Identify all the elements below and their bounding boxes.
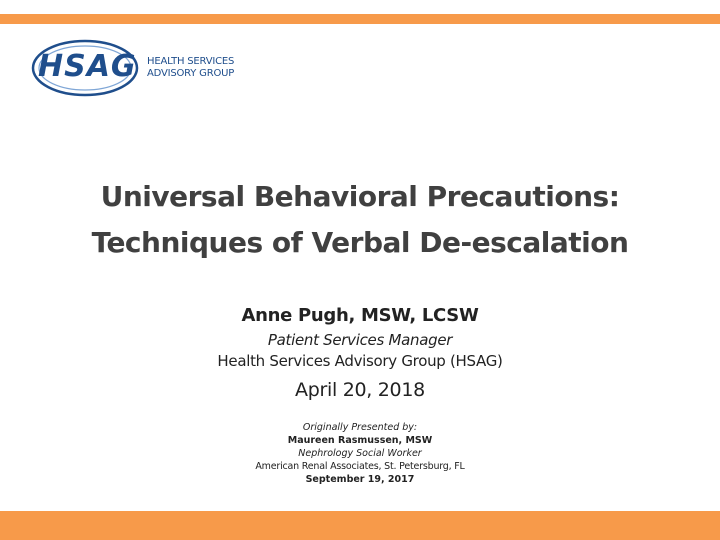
original-presenter-organization: American Renal Associates, St. Petersburg, FL	[255, 461, 465, 472]
original-presenter-name: Maureen Rasmussen, MSW	[287, 435, 433, 446]
logo-subtitle-line2: ADVISORY GROUP	[147, 68, 235, 79]
presenter-organization: Health Services Advisory Group (HSAG)	[217, 352, 503, 370]
title-line-2: Techniques of Verbal De-escalation	[91, 226, 629, 259]
presenter-role: Patient Services Manager	[267, 331, 453, 349]
original-presentation-date: September 19, 2017	[305, 474, 415, 485]
presenter-name: Anne Pugh, MSW, LCSW	[241, 305, 479, 326]
logo-subtitle-line1: HEALTH SERVICES	[147, 56, 235, 67]
original-presenter-role: Nephrology Social Worker	[298, 448, 422, 459]
slide-title	[0, 174, 720, 266]
logo-wordmark: HSAG	[38, 49, 137, 84]
hsag-logo	[30, 32, 235, 102]
bottom-accent-bar	[0, 511, 720, 540]
top-accent-bar	[0, 14, 720, 24]
presentation-date: April 20, 2018	[295, 379, 425, 401]
title-line-1: Universal Behavioral Precautions:	[100, 180, 620, 213]
original-label: Originally Presented by:	[302, 422, 418, 433]
